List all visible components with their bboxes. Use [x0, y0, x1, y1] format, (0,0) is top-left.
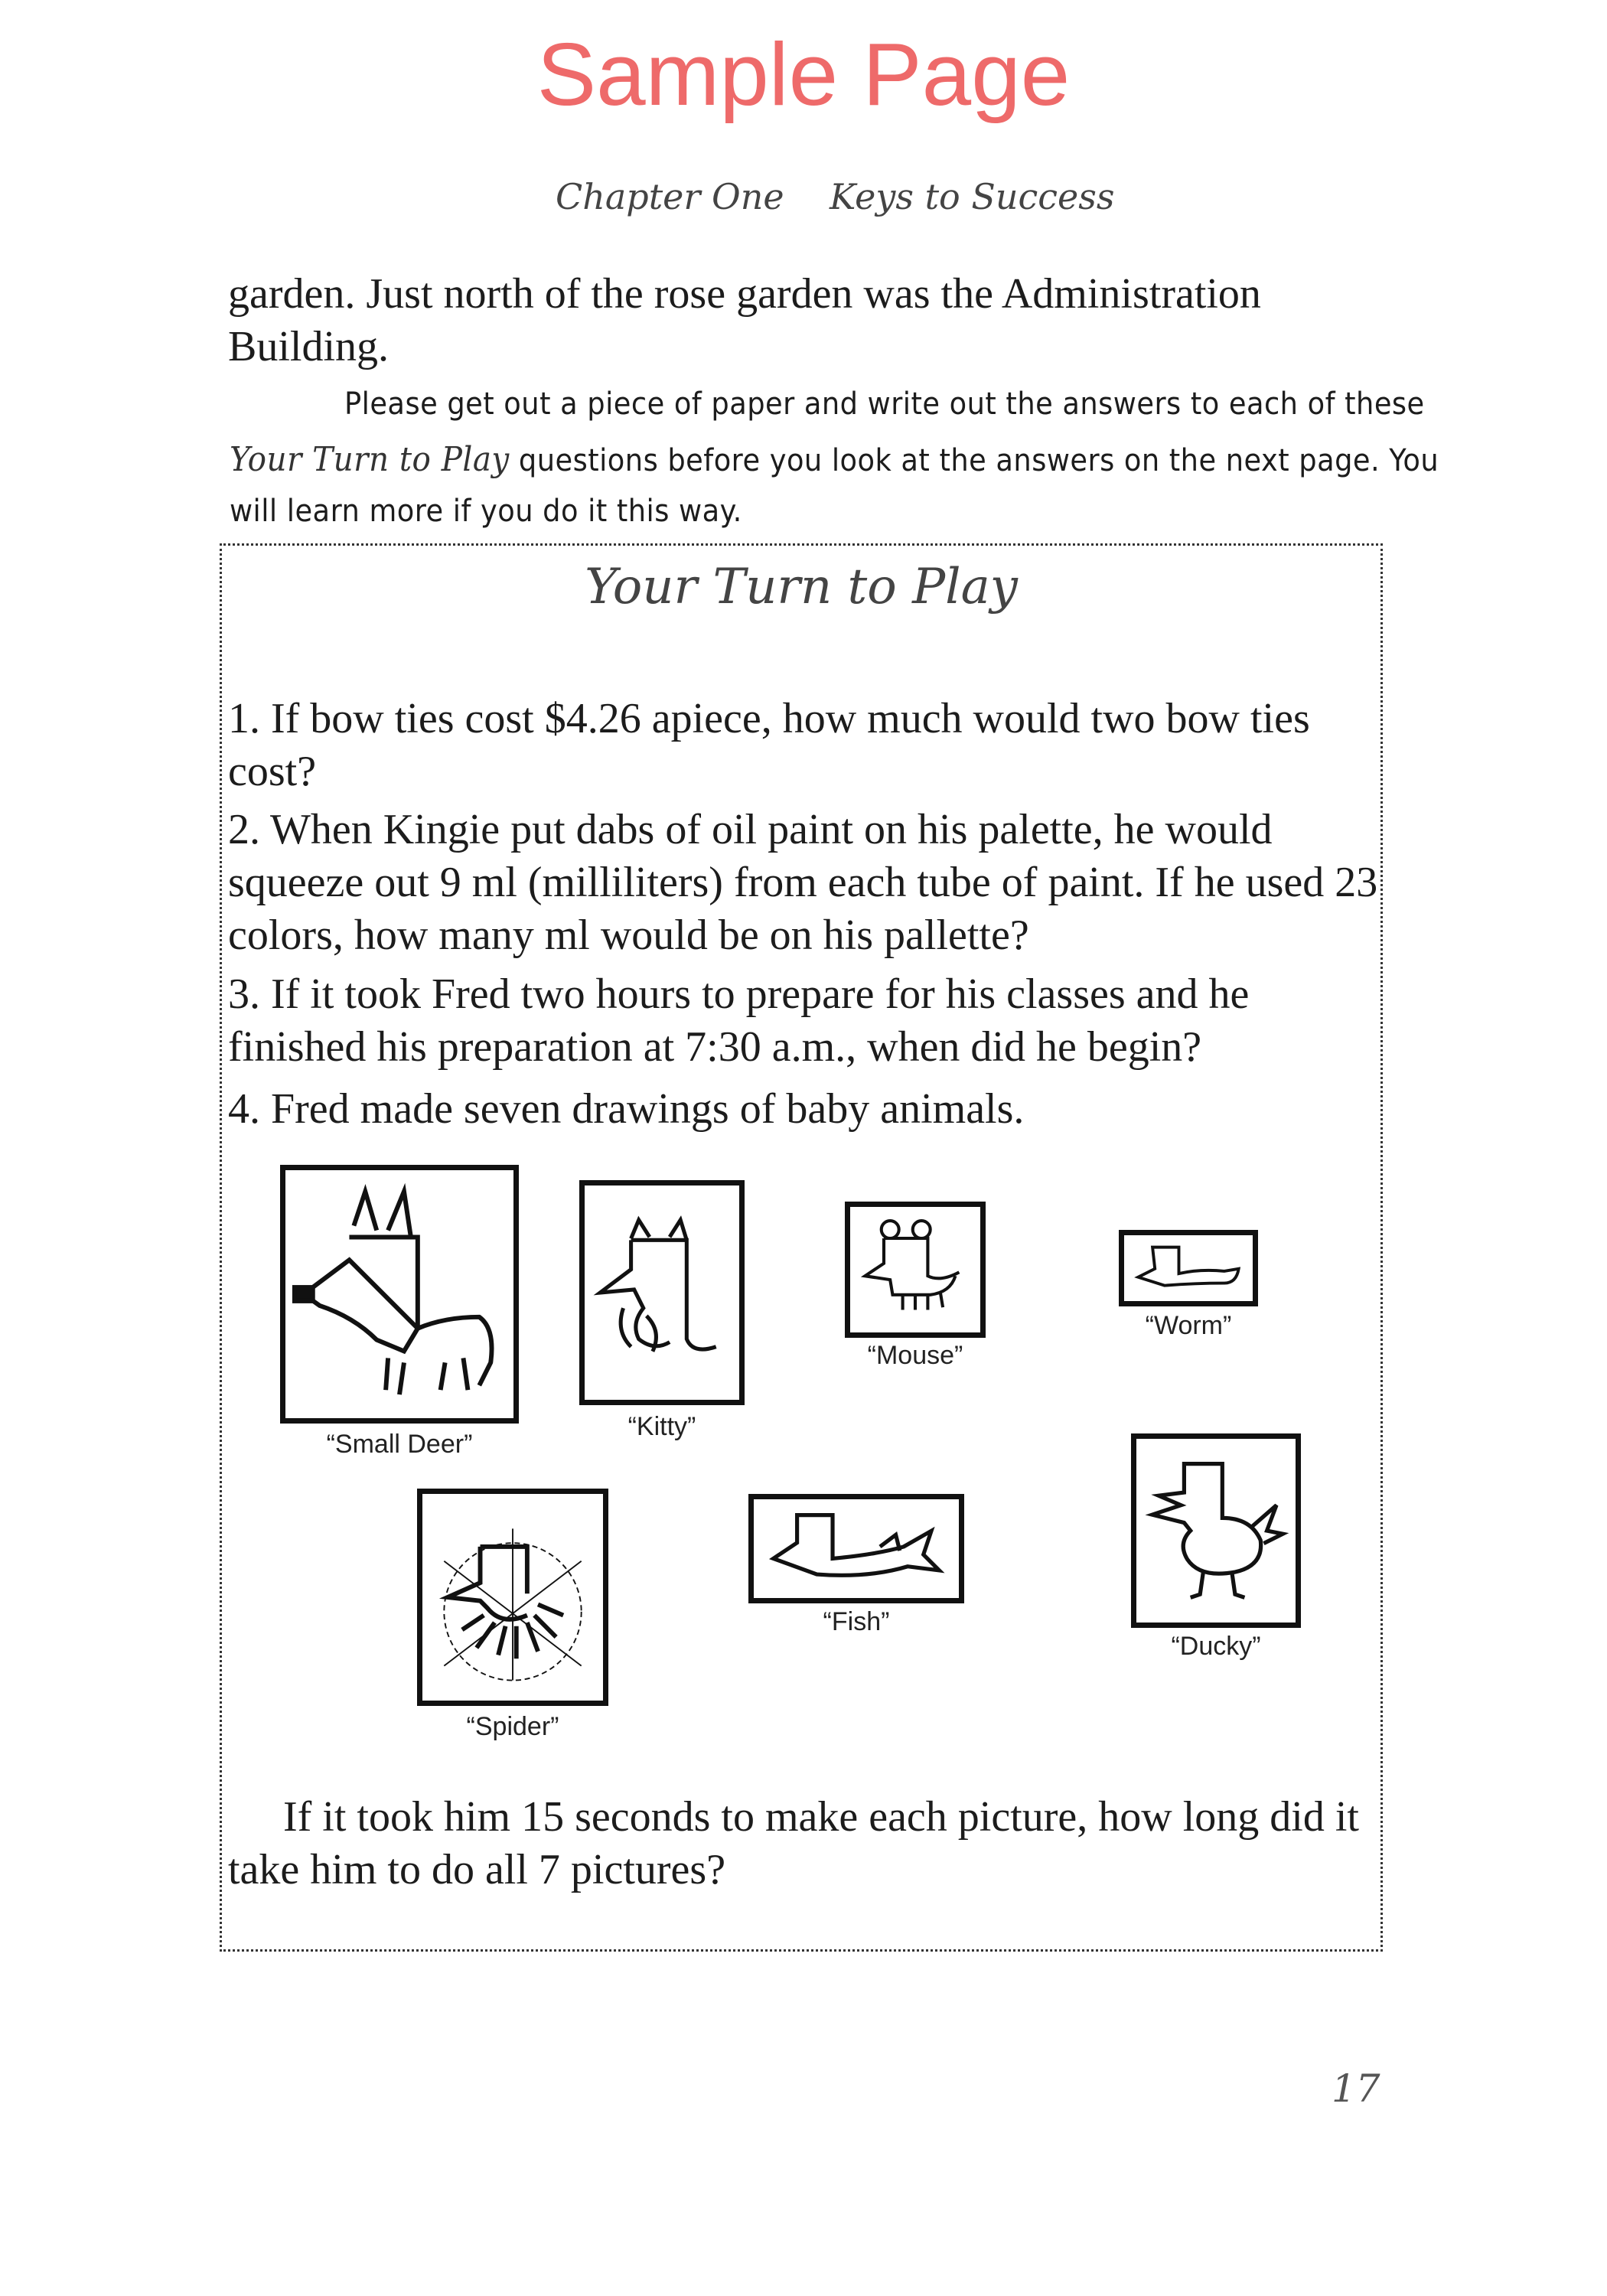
worm-drawing [1119, 1230, 1258, 1306]
fish-drawing [748, 1494, 964, 1603]
box-title: Your Turn to Play [585, 559, 1018, 615]
instruction-script-phrase: Your Turn to Play [230, 440, 510, 479]
spider-drawing [417, 1489, 608, 1706]
worm-caption: “Worm” [1145, 1311, 1232, 1340]
ducky-drawing [1131, 1433, 1301, 1628]
kitty-caption: “Kitty” [627, 1412, 696, 1441]
ducky-caption: “Ducky” [1171, 1632, 1261, 1661]
question-4-followup [228, 1791, 1384, 1896]
kitty-drawing [579, 1180, 745, 1405]
page-number: 17 [1332, 2066, 1380, 2111]
instruction-line-2-rest: questions before you look at the answers on the next page. You [509, 443, 1439, 478]
instruction-line-2 [230, 440, 1439, 479]
question-4: 4. Fred made seven drawings of baby animals. [228, 1085, 1025, 1133]
intro-paragraph: garden. Just north of the rose garden was the Administration Building. [228, 270, 1261, 370]
small-deer-caption: “Small Deer” [326, 1430, 473, 1459]
question-1: 1. If bow ties cost $4.26 apiece, how much would two bow ties cost? [228, 695, 1310, 795]
instruction-line-1: Please get out a piece of paper and write out the answers to each of these [344, 386, 1425, 422]
question-3: 3. If it took Fred two hours to prepare for his classes and he finished his preparation at 7:30 a.m., when did he begin? [228, 970, 1250, 1071]
mouse-caption: “Mouse” [867, 1341, 963, 1370]
instruction-line-3: will learn more if you do it this way. [230, 494, 742, 529]
header-chapter: Chapter One [556, 176, 784, 217]
mouse-drawing [845, 1202, 986, 1338]
fish-caption: “Fish” [823, 1607, 890, 1636]
header-title: Keys to Success [830, 176, 1115, 217]
question-2: 2. When Kingie put dabs of oil paint on his palette, he would squeeze out 9 ml (milliliters) from each tube of paint. If he used 23 colors, how many ml would be on his pallette? [228, 806, 1378, 959]
spider-caption: “Spider” [466, 1712, 559, 1741]
small-deer-drawing [280, 1165, 519, 1424]
followup-text: If it took him 15 seconds to make each picture, how long did it take him to do all 7 pictures? [228, 1793, 1359, 1893]
sample-page-watermark: Sample Page [536, 24, 1071, 124]
